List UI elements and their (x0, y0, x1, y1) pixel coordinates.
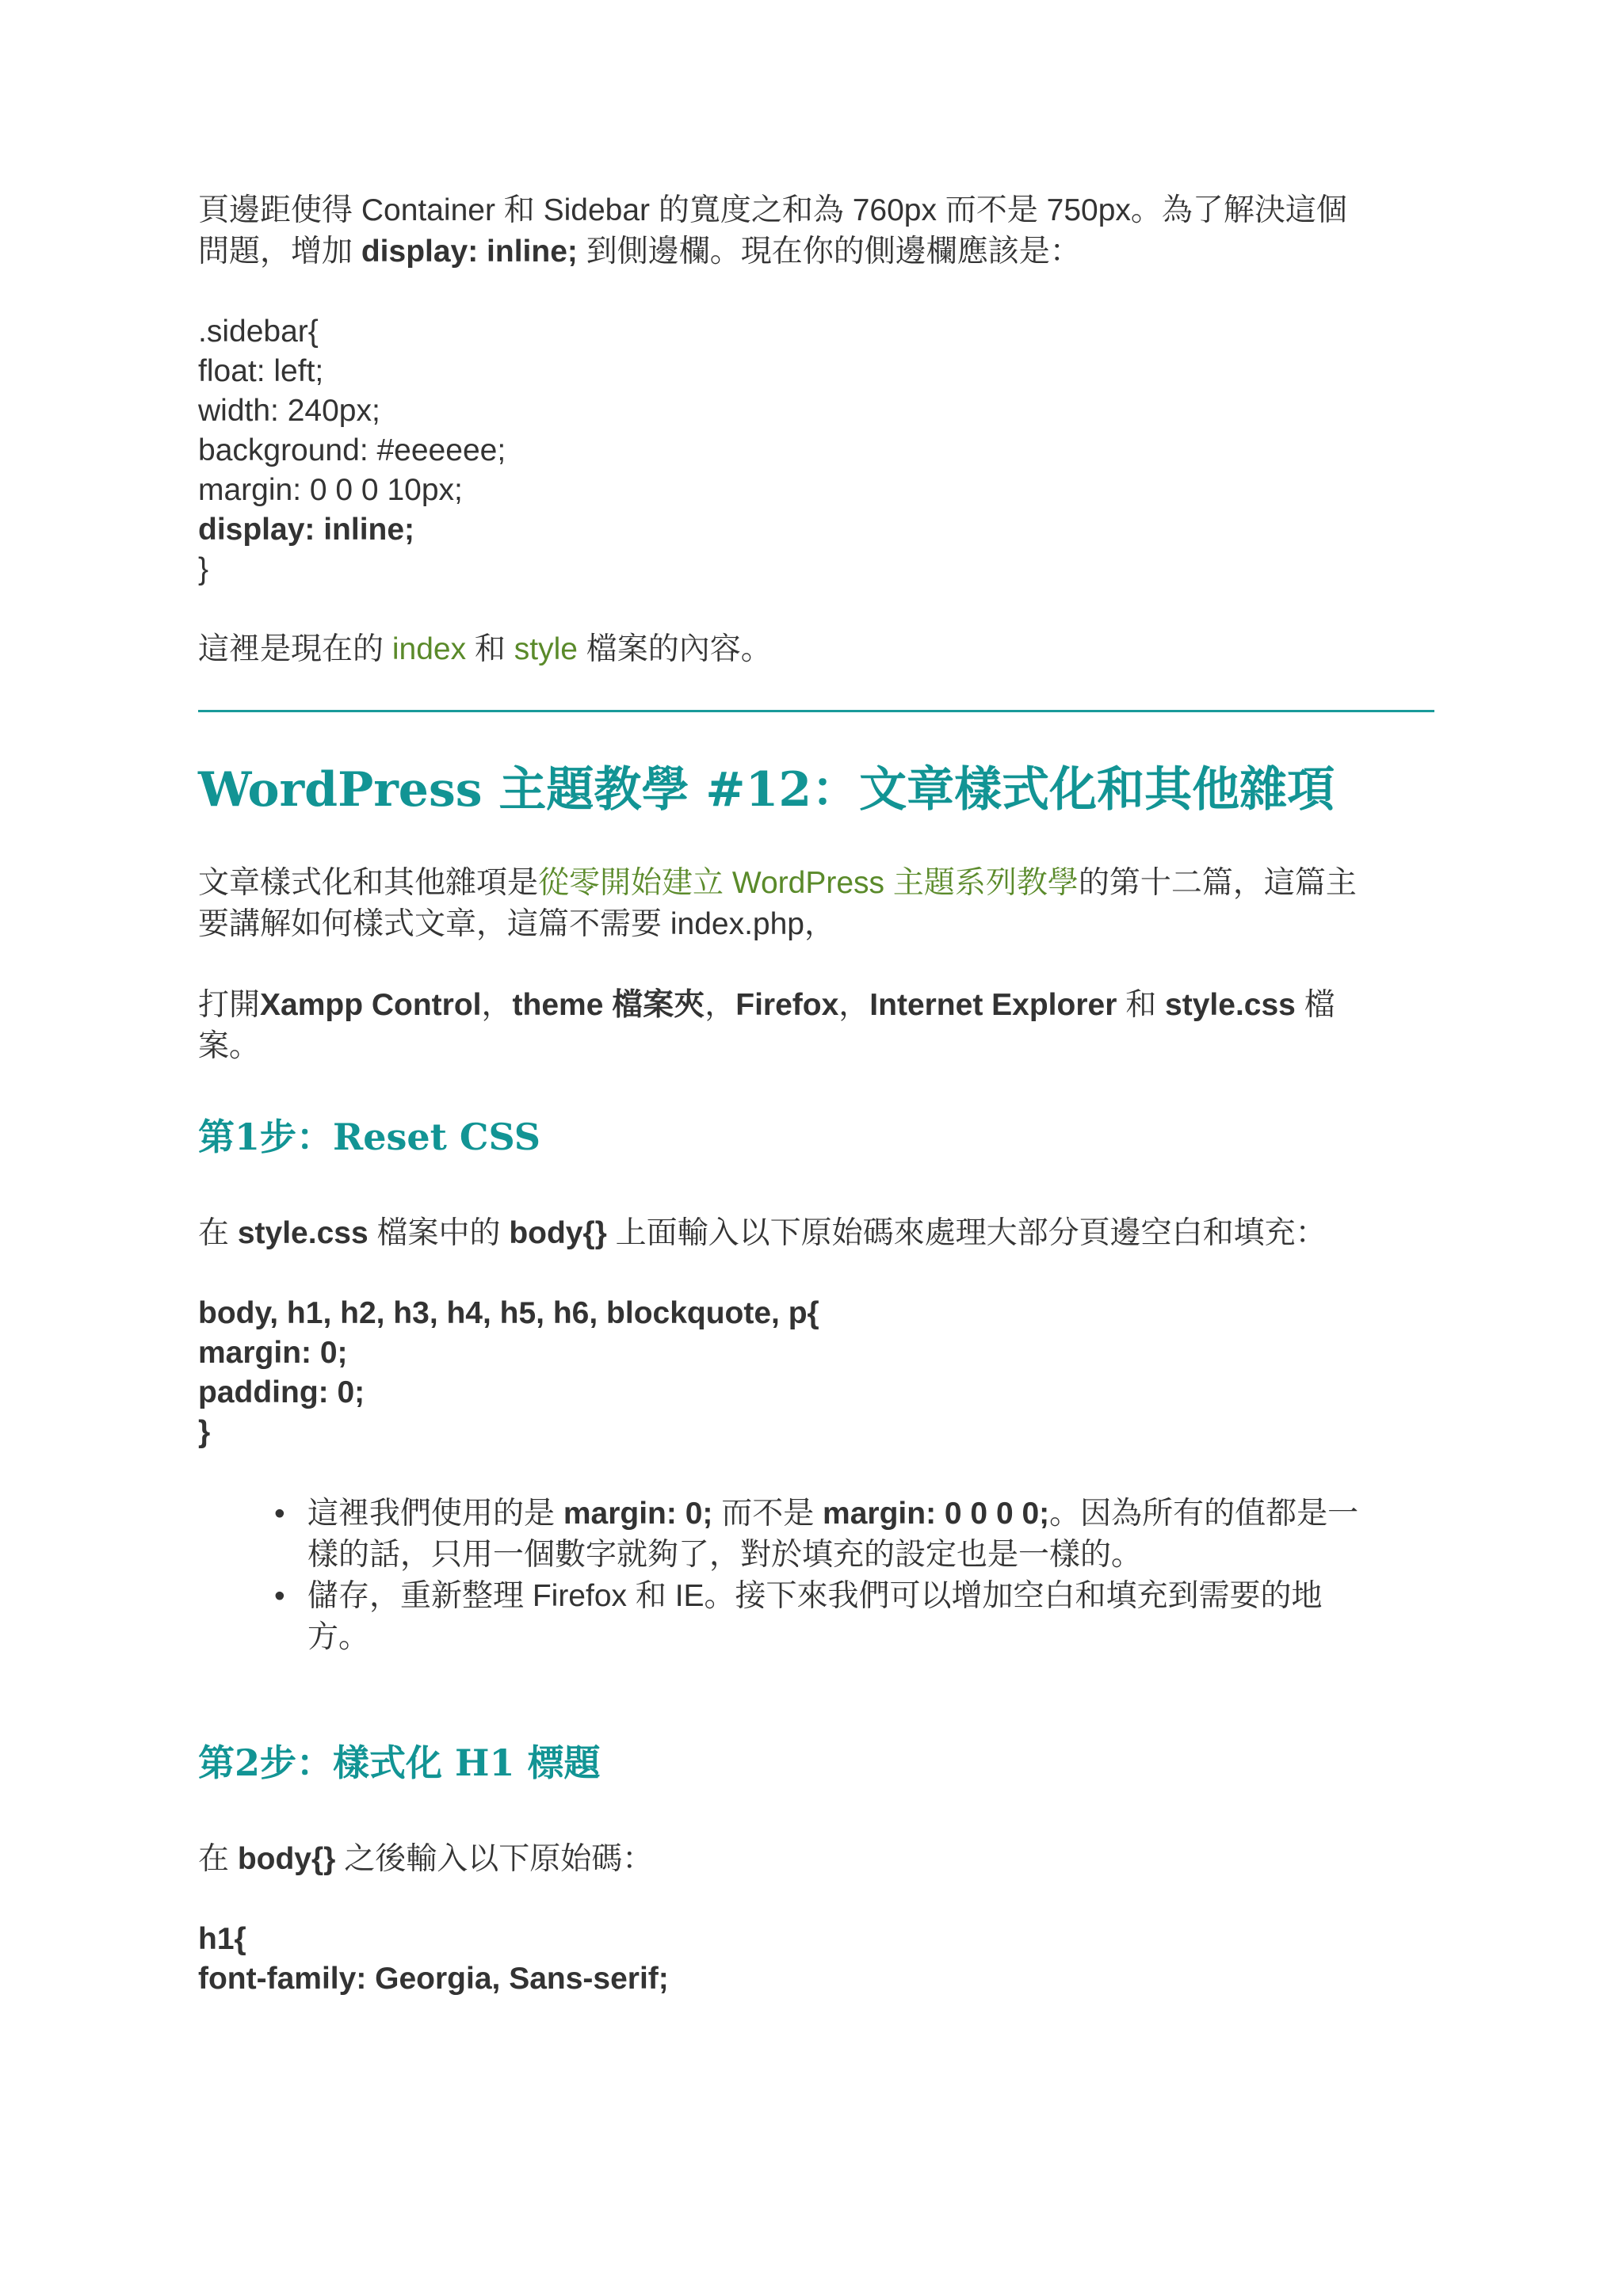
text: ， (481, 988, 513, 1022)
text: 之後輸入以下原始碼： (335, 1842, 654, 1876)
code-line: width: 240px; (198, 394, 380, 428)
inline-code: margin: 0 0 0 0; (823, 1497, 1050, 1531)
article-p1-b: 的第十二篇，這篇主 (1078, 866, 1357, 900)
text: 。因為所有的值都是一 (1049, 1497, 1359, 1531)
step1-heading: 第1步：Reset CSS (198, 1116, 540, 1158)
code-line: h1{ (198, 1922, 246, 1956)
text: 這裡我們使用的是 (307, 1497, 563, 1531)
intro-paragraph (198, 190, 1434, 273)
tool-ie: Internet Explorer (869, 988, 1117, 1022)
inline-code: body{} (237, 1842, 336, 1876)
h1-code-block (198, 1920, 1434, 1999)
text: ， (838, 988, 870, 1022)
text: 案。 (198, 1029, 261, 1063)
article-intro-paragraph (198, 863, 1434, 945)
files-paragraph (198, 629, 1434, 670)
files-text-c: 檔案的內容。 (577, 632, 772, 666)
text: ， (705, 988, 736, 1022)
inline-code: margin: 0; (563, 1497, 713, 1531)
intro-line2-a: 問題，增加 (198, 235, 361, 269)
step1-notes-list (198, 1493, 1434, 1658)
list-item (274, 1576, 1434, 1658)
bullet-icon: • (274, 1579, 285, 1613)
files-text-a: 這裡是現在的 (198, 632, 392, 666)
document-page (198, 190, 1434, 1999)
article-p1-line2: 要講解如何樣式文章，這篇不需要 index.php， (198, 907, 835, 941)
intro-line2-c: 到側邊欄。現在你的側邊欄應該是： (577, 235, 1081, 269)
intro-line2-code: display: inline; (361, 235, 578, 269)
article-title: WordPress 主題教學 #12：文章樣式化和其他雜項 (198, 762, 1335, 818)
text: 在 (198, 1842, 238, 1876)
code-line: margin: 0 0 0 10px; (198, 473, 463, 507)
inline-code: body{} (509, 1216, 607, 1250)
open-tools-paragraph (198, 985, 1434, 1067)
text: 檔案中的 (368, 1216, 510, 1250)
code-line: float: left; (198, 354, 324, 388)
code-line: background: #eeeeee; (198, 433, 506, 467)
list-item (274, 1493, 1434, 1576)
text: 在 (198, 1216, 238, 1250)
code-line-highlight: display: inline; (198, 513, 415, 547)
step2-heading: 第2步：樣式化 H1 標題 (198, 1741, 601, 1784)
code-line: font-family: Georgia, Sans-serif; (198, 1962, 669, 1996)
code-line: } (198, 1415, 211, 1449)
text: 儲存，重新整理 Firefox 和 IE。接下來我們可以增加空白和填充到需要的地 (307, 1579, 1323, 1613)
text: 檔 (1295, 988, 1335, 1022)
intro-line1: 頁邊距使得 Container 和 Sidebar 的寬度之和為 760px 而不是 750px。為了解決這個 (198, 193, 1347, 227)
inline-code: style.css (237, 1216, 369, 1250)
bullet-icon: • (274, 1497, 285, 1531)
text: 樣的話，只用一個數字就夠了，對於填充的設定也是一樣的。 (307, 1538, 1143, 1572)
style-link[interactable]: style (514, 632, 578, 666)
reset-code-block (198, 1294, 1434, 1452)
article-p1-a: 文章樣式化和其他雜項是 (198, 866, 539, 900)
step1-paragraph (198, 1213, 1434, 1254)
tool-firefox: Firefox (735, 988, 839, 1022)
code-line: body, h1, h2, h3, h4, h5, h6, blockquote, p{ (198, 1296, 819, 1330)
text: 打開 (198, 988, 261, 1022)
index-link[interactable]: index (391, 632, 467, 666)
tool-theme-folder: theme 檔案夾 (512, 988, 705, 1022)
step2-paragraph (198, 1839, 1434, 1880)
sidebar-code-block (198, 312, 1434, 589)
tool-xampp: Xampp Control (260, 988, 482, 1022)
code-line: margin: 0; (198, 1336, 348, 1370)
text: 和 (1117, 988, 1166, 1022)
text: 而不是 (712, 1497, 823, 1531)
code-line: } (198, 552, 209, 586)
files-text-b: 和 (466, 632, 514, 666)
text: 方。 (307, 1620, 370, 1654)
code-line: padding: 0; (198, 1375, 365, 1409)
series-link[interactable]: 從零開始建立 WordPress 主題系列教學 (538, 866, 1079, 900)
text: 上面輸入以下原始碼來處理大部分頁邊空白和填充： (606, 1216, 1327, 1250)
section-divider (198, 710, 1434, 712)
tool-style-css: style.css (1165, 988, 1296, 1022)
code-line: .sidebar{ (198, 315, 319, 349)
